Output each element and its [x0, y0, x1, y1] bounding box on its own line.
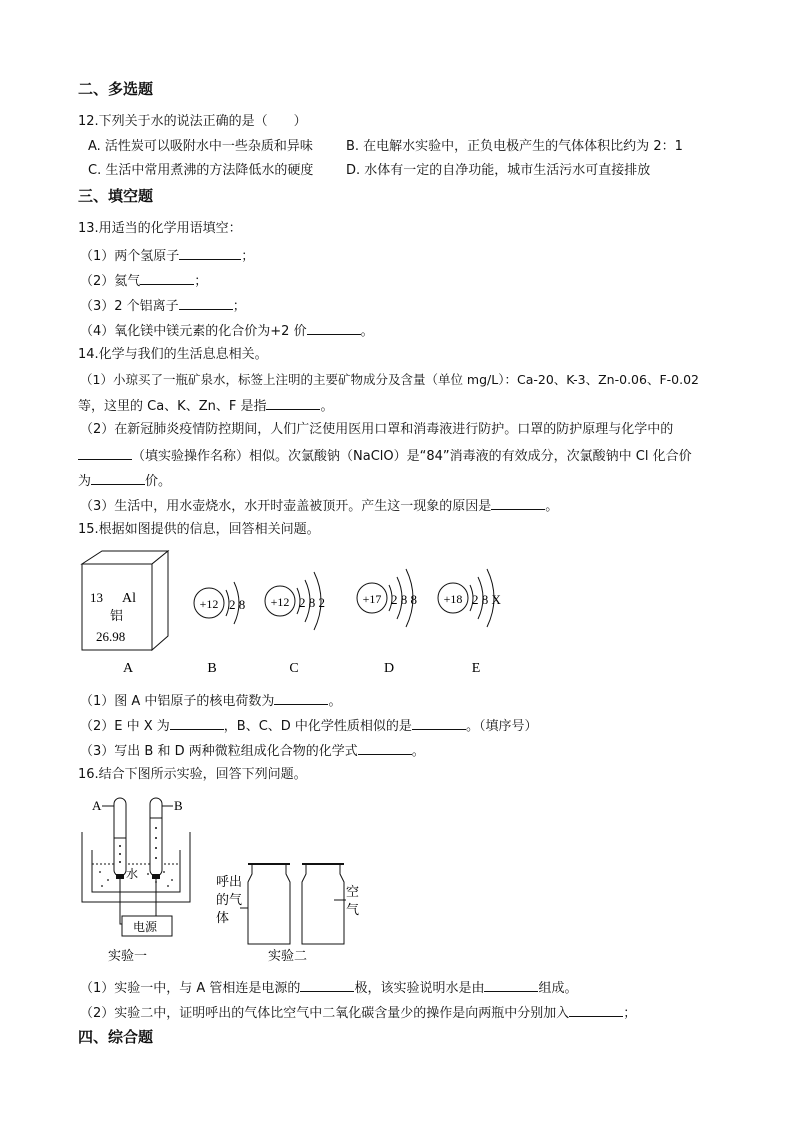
q14-part2-text: （填实验操作名称）相似。次氯酸钠（NaClO）是“84”消毒液的有效成分，次氯酸钠中 Cl 化合价 — [132, 449, 692, 464]
atom-structure-b — [194, 582, 245, 624]
q15-part2-text-a: （2）E 中 X 为 — [80, 719, 170, 734]
power-supply-label: 电源 — [133, 920, 158, 934]
q13-part3-punct: ； — [232, 299, 246, 314]
tube-a-label: A — [92, 798, 102, 813]
answer-blank[interactable] — [274, 691, 328, 705]
figure-label-e: E — [471, 661, 481, 676]
answer-blank[interactable] — [179, 296, 233, 310]
q16-part1-text-c: 组成。 — [538, 981, 578, 996]
figure-label-b: B — [207, 661, 217, 676]
water-label: 水 — [126, 867, 139, 881]
answer-blank[interactable] — [484, 978, 538, 992]
answer-blank[interactable] — [300, 978, 354, 992]
q15-figure — [72, 548, 532, 682]
nucleus-charge: +18 — [443, 592, 463, 606]
q16-part1-text-a: （1）实验一中，与 A 管相连是电源的 — [80, 981, 301, 996]
element-mass: 26.98 — [96, 629, 126, 644]
q13-part3 — [80, 296, 246, 316]
q16-part2 — [80, 1003, 636, 1023]
atom-structure-d — [357, 569, 417, 627]
q16-part2-text: （2）实验二中，证明呼出的气体比空气中二氧化碳含量少的操作是向两瓶中分别加入 — [80, 1006, 570, 1021]
q13-part4 — [80, 321, 374, 341]
element-symbol: Al — [122, 591, 136, 606]
q15-part2 — [80, 716, 537, 736]
q14-part3-text: （3）生活中，用水壶烧水，水开时壶盖被顶开。产生这一现象的原因是 — [80, 499, 492, 514]
element-number: 13 — [90, 590, 103, 605]
answer-blank[interactable] — [91, 471, 145, 485]
q16-stem: 16.结合下图所示实验，回答下列问题。 — [78, 767, 307, 782]
electron-shells: 2 8 8 — [391, 592, 417, 607]
q14-part2-line1: （2）在新冠肺炎疫情防控期间，人们广泛使用医用口罩和消毒液进行防护。口罩的防护原理与化学中的 — [80, 422, 674, 437]
nucleus-charge: +17 — [362, 592, 382, 606]
answer-blank[interactable] — [491, 496, 545, 510]
q14-part2-line3 — [78, 471, 171, 491]
q13-part4-text: （4）氧化镁中镁元素的化合价为+2 价 — [80, 324, 307, 339]
q16-part1 — [80, 978, 577, 998]
air-label-2: 气 — [346, 903, 360, 918]
atom-structure-e — [438, 569, 502, 627]
q15-part3 — [80, 741, 425, 761]
element-name: 铝 — [110, 609, 124, 624]
electron-shells: 2 8 X — [472, 592, 501, 607]
gas-bottles-apparatus — [216, 864, 359, 964]
q16-part1-text-b: 极，该实验说明水是由 — [354, 981, 485, 996]
q14-part1-punct: 。 — [320, 399, 334, 414]
q13-part2-punct: ； — [194, 274, 208, 289]
figure-label-c: C — [289, 661, 299, 676]
q12-option-d: D. 水体有一定的自净功能，城市生活污水可直接排放 — [346, 163, 651, 178]
q13-part1-punct: ； — [241, 249, 255, 264]
section-title-multiple-choice: 二、多选题 — [78, 80, 154, 98]
answer-blank[interactable] — [140, 271, 194, 285]
q13-part1-text: （1）两个氢原子 — [80, 249, 180, 264]
q14-part3 — [80, 496, 558, 516]
q12-option-c: C. 生活中常用煮沸的方法降低水的硬度 — [88, 163, 314, 178]
answer-blank[interactable] — [412, 716, 466, 730]
q12-option-b: B. 在电解水实验中，正负电极产生的气体体积比约为 2：1 — [346, 139, 683, 154]
answer-blank[interactable] — [179, 246, 241, 260]
q14-stem: 14.化学与我们的生活息息相关。 — [78, 347, 268, 362]
nucleus-charge: +12 — [270, 595, 290, 609]
q14-part2-suffix: 价。 — [145, 474, 172, 489]
q14-part2-prefix: 为 — [78, 474, 92, 489]
electrolysis-apparatus — [82, 798, 190, 964]
q15-part3-text: （3）写出 B 和 D 两种微粒组成化合物的化学式 — [80, 744, 358, 759]
q15-part2-text-c: 。（填序号） — [465, 719, 538, 734]
answer-blank[interactable] — [358, 741, 412, 755]
figure-label-a: A — [122, 661, 134, 676]
exhaled-gas-label-1: 呼出 — [216, 875, 243, 890]
q13-part4-punct: 。 — [360, 324, 374, 339]
q14-part2-line2 — [78, 446, 692, 466]
q13-part2 — [80, 271, 207, 291]
q15-part1-punct: 。 — [328, 694, 342, 709]
q12-option-a: A. 活性炭可以吸附水中一些杂质和异味 — [88, 139, 313, 154]
q15-part1 — [80, 691, 341, 711]
q13-part1 — [80, 246, 254, 266]
nucleus-charge: +12 — [199, 597, 219, 611]
experiment-1-label: 实验一 — [108, 949, 148, 964]
section-title-fill-blank: 三、填空题 — [78, 187, 154, 205]
figure-label-d: D — [383, 661, 395, 676]
q14-part3-punct: 。 — [545, 499, 559, 514]
answer-blank[interactable] — [307, 321, 361, 335]
air-label-1: 空 — [346, 885, 360, 900]
q15-part1-text: （1）图 A 中铝原子的核电荷数为 — [80, 694, 275, 709]
q14-part1-text: 等，这里的 Ca、K、Zn、F 是指 — [78, 399, 267, 414]
q15-stem: 15.根据如图提供的信息，回答相关问题。 — [78, 522, 320, 537]
q15-part2-text-b: ，B、C、D 中化学性质相似的是 — [223, 719, 412, 734]
answer-blank[interactable] — [569, 1003, 623, 1017]
q13-stem: 13.用适当的化学用语填空： — [78, 221, 242, 236]
q14-part1-line2 — [78, 396, 333, 416]
atom-structure-c — [265, 572, 325, 630]
q15-part3-punct: 。 — [411, 744, 425, 759]
electron-shells: 2 8 2 — [299, 595, 325, 610]
q16-figure — [78, 794, 378, 970]
answer-blank[interactable] — [266, 396, 320, 410]
electron-shells: 2 8 — [229, 597, 246, 612]
q12-stem: 12.下列关于水的说法正确的是（ ） — [78, 114, 307, 129]
q16-part2-punct: ； — [623, 1006, 637, 1021]
answer-blank[interactable] — [170, 716, 224, 730]
exhaled-gas-label-3: 体 — [216, 911, 230, 926]
q14-part1-line1: （1）小琼买了一瓶矿泉水，标签上注明的主要矿物成分及含量（单位 mg/L）：Ca-20、K-3、Zn-0.06、F-0.02 — [80, 372, 699, 387]
tube-b-label: B — [174, 798, 183, 813]
section-title-comprehensive: 四、综合题 — [78, 1028, 154, 1046]
exhaled-gas-label-2: 的气 — [216, 893, 243, 908]
q13-part2-text: （2）氦气 — [80, 274, 141, 289]
element-card-aluminum — [82, 551, 168, 650]
answer-blank[interactable] — [78, 446, 132, 460]
experiment-2-label: 实验二 — [268, 949, 308, 964]
q13-part3-text: （3）2 个铝离子 — [80, 299, 179, 314]
